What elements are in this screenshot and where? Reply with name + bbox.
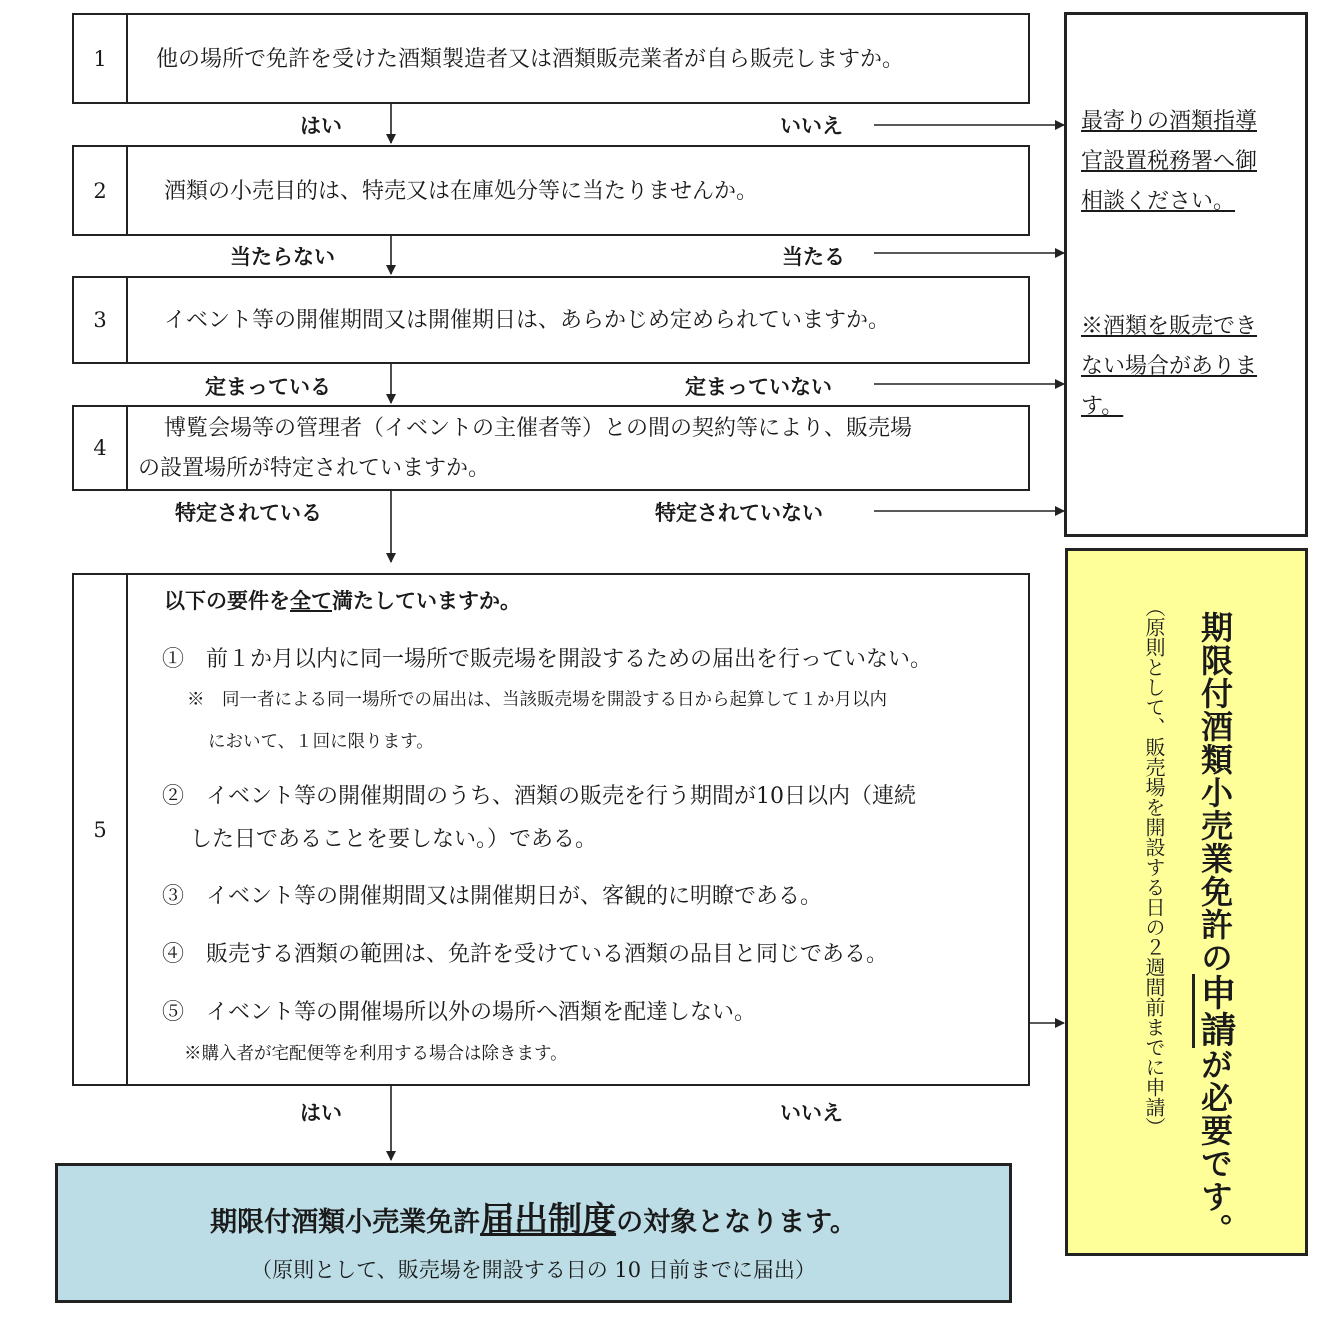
answer-q3-yes: 定まっている bbox=[205, 375, 331, 399]
result-box bbox=[55, 1163, 1012, 1303]
requirement-4: ④ 販売する酒類の範囲は、免許を受けている酒類の品目と同じである。 bbox=[162, 942, 889, 967]
answer-q3-no: 定まっていない bbox=[685, 375, 832, 399]
application-main-emph: 申請 bbox=[1192, 974, 1236, 1048]
warning-line3: す。 bbox=[1081, 394, 1124, 419]
question-3-text: イベント等の開催期間又は開催期日は、あらかじめ定められていますか。 bbox=[164, 308, 891, 333]
question-3-box bbox=[72, 276, 1030, 364]
question-1-text: 他の場所で免許を受けた酒類製造者又は酒類販売業者が自ら販売しますか。 bbox=[156, 47, 905, 72]
question-2-box bbox=[72, 145, 1030, 236]
result-main-emph: 届出制度 bbox=[480, 1200, 617, 1240]
question-5-box bbox=[72, 573, 1030, 1086]
result-main-text bbox=[58, 1192, 1009, 1241]
application-sub-text: （原則として、販売場を開設する日の２週間前までに申請） bbox=[1142, 597, 1166, 1137]
requirement-2-line2: した日であることを要しない。）である。 bbox=[190, 827, 598, 852]
requirements-heading-emph: 全て bbox=[290, 589, 332, 613]
consult-box bbox=[1064, 12, 1308, 537]
requirement-5: ⑤ イベント等の開催場所以外の場所へ酒類を配達しない。 bbox=[162, 1000, 757, 1025]
question-5-number: 5 bbox=[74, 575, 128, 1084]
consult-line1: 最寄りの酒類指導 bbox=[1081, 109, 1258, 134]
question-4-line1: 博覧会場等の管理者（イベントの主催者等）との間の契約等により、販売場 bbox=[164, 416, 913, 441]
requirement-1-note-line1: ※ 同一者による同一場所での届出は、当該販売場を開設する日から起算して１か月以内 bbox=[187, 690, 887, 710]
answer-q1-no: いいえ bbox=[780, 114, 843, 138]
answer-q4-no: 特定されていない bbox=[655, 501, 823, 525]
requirements-heading-post: 満たしていますか。 bbox=[332, 589, 521, 613]
answer-q5-no: いいえ bbox=[780, 1101, 843, 1125]
question-2-text: 酒類の小売目的は、特売又は在庫処分等に当たりませんか。 bbox=[164, 179, 759, 204]
answer-q2-no: 当たる bbox=[782, 245, 845, 269]
requirement-2-line1: ② イベント等の開催期間のうち、酒類の販売を行う期間が10日以内（連続 bbox=[162, 784, 916, 809]
result-sub-text: （原則として、販売場を開設する日の 10 日前までに届出） bbox=[251, 1258, 816, 1282]
requirement-1-note-line2: において、１回に限ります。 bbox=[208, 732, 434, 752]
requirement-5-note: ※購入者が宅配便等を利用する場合は除きます。 bbox=[184, 1044, 568, 1064]
answer-q1-yes: はい bbox=[300, 114, 342, 138]
answer-q5-yes: はい bbox=[300, 1101, 342, 1125]
question-4-text bbox=[126, 407, 1028, 489]
answer-q4-yes: 特定されている bbox=[175, 501, 322, 525]
question-3-number: 3 bbox=[74, 278, 128, 362]
requirement-1: ① 前１か月以内に同一場所で販売場を開設するための届出を行っていない。 bbox=[162, 647, 933, 672]
warning-line1: ※酒類を販売でき bbox=[1081, 314, 1258, 339]
consult-line3: 相談ください。 bbox=[1081, 189, 1236, 214]
answer-q2-yes: 当たらない bbox=[230, 245, 335, 269]
result-main-post: の対象となります。 bbox=[616, 1207, 857, 1238]
application-required-box bbox=[1065, 548, 1308, 1256]
question-2-number: 2 bbox=[74, 147, 128, 234]
requirements-heading bbox=[164, 585, 521, 615]
application-main-pre: 期限付酒類小売業免許の bbox=[1196, 611, 1234, 974]
requirements-heading-pre: 以下の要件を bbox=[164, 589, 290, 613]
requirement-3: ③ イベント等の開催期間又は開催期日が、客観的に明瞭である。 bbox=[162, 884, 823, 909]
application-required-text bbox=[1190, 611, 1241, 1246]
consult-line2: 官設置税務署へ御 bbox=[1081, 149, 1258, 174]
question-4-box bbox=[72, 405, 1030, 491]
question-1-box bbox=[72, 13, 1030, 104]
warning-line2: ない場合がありま bbox=[1081, 354, 1258, 379]
application-main-post: が必要です。 bbox=[1196, 1048, 1234, 1246]
result-main-pre: 期限付酒類小売業免許 bbox=[210, 1207, 481, 1238]
question-1-number: 1 bbox=[74, 15, 128, 102]
question-4-line2: の設置場所が特定されていますか。 bbox=[138, 456, 491, 481]
question-4-number: 4 bbox=[74, 407, 128, 489]
